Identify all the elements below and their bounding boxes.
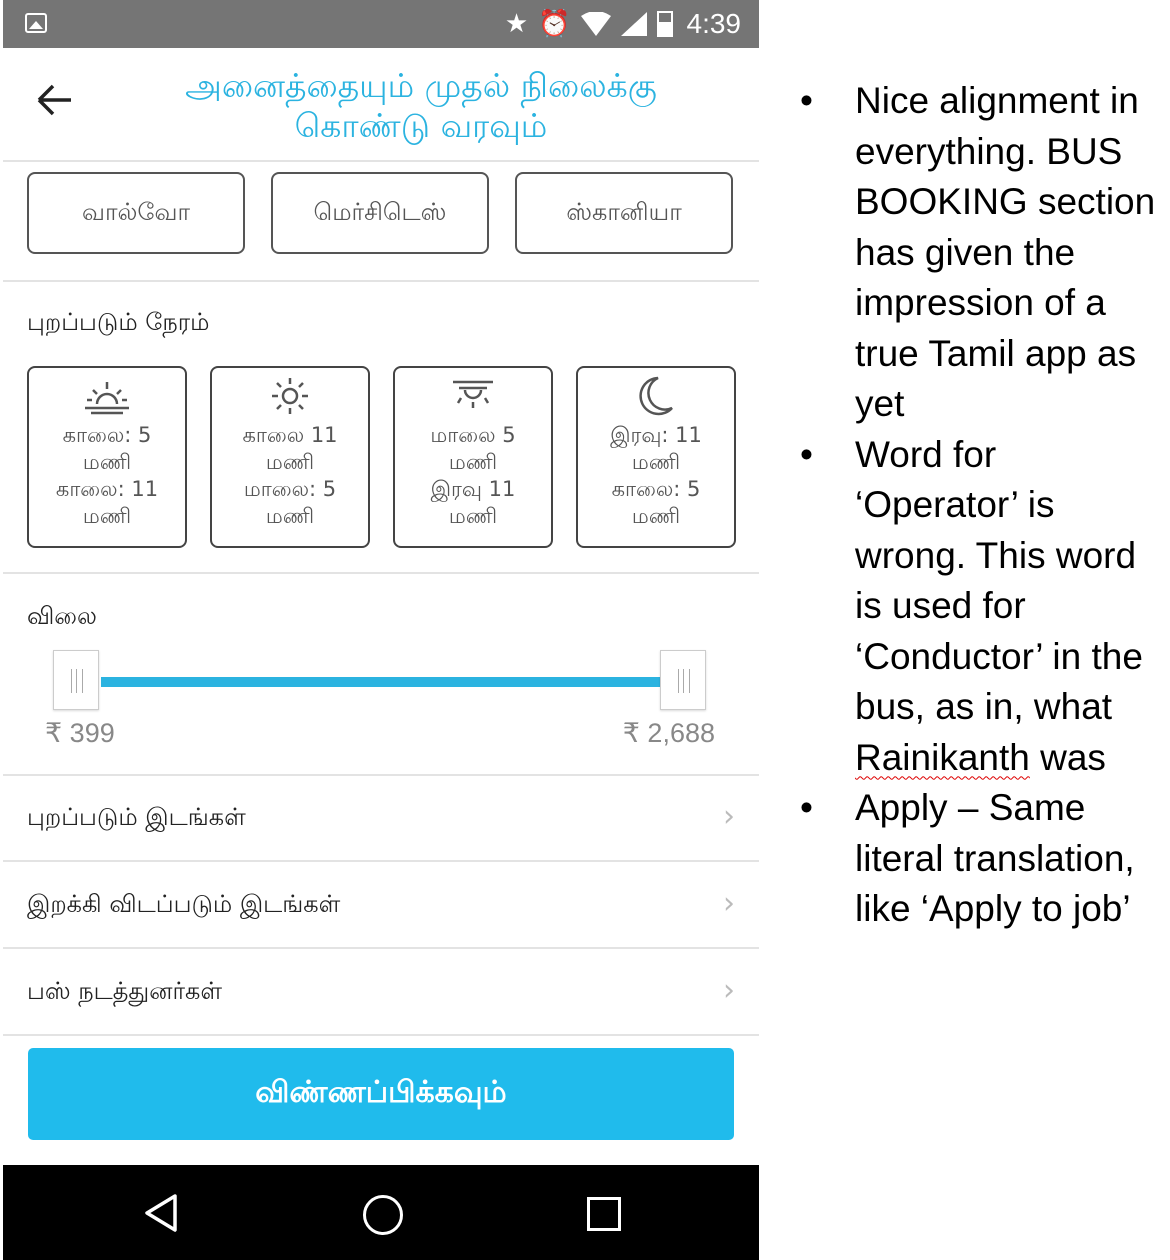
slot-line: காலை: 5 — [611, 477, 701, 501]
battery-icon — [657, 11, 673, 37]
sunset-icon — [449, 376, 497, 416]
slot-day-text — [212, 422, 368, 530]
slot-line: மணி — [265, 504, 315, 528]
price-min-value: ₹ 399 — [45, 718, 115, 748]
sun-icon — [266, 376, 314, 416]
moon-icon — [632, 376, 680, 416]
nav-home-icon[interactable] — [363, 1195, 403, 1235]
boarding-points-row[interactable] — [3, 774, 759, 862]
price-section — [3, 572, 759, 776]
slot-line: மணி — [448, 450, 498, 474]
departure-time-section — [3, 280, 759, 574]
image-icon — [25, 13, 47, 33]
operator-scania-button[interactable]: ஸ்கானியா — [515, 172, 733, 254]
price-slider-track[interactable] — [101, 677, 661, 687]
slot-line: மணி — [82, 504, 132, 528]
slot-night[interactable] — [576, 366, 736, 548]
note-text: Word for ‘Operator’ is wrong. This word is used for ‘Conductor’ in the bus, as in, what — [855, 433, 1143, 727]
star-icon: ★ — [504, 9, 529, 39]
app-bar — [3, 48, 759, 162]
operator-brand-filter — [3, 160, 759, 282]
boarding-points-label: புறப்படும் இடங்கள் — [27, 803, 246, 831]
slot-line: காலை: 5 — [62, 423, 152, 447]
slot-evening-text — [395, 422, 551, 530]
sunrise-icon — [83, 376, 131, 416]
slot-line: காலை 11 — [242, 423, 338, 447]
slot-evening[interactable] — [393, 366, 553, 548]
price-max-handle[interactable] — [660, 650, 706, 710]
nav-recent-icon[interactable] — [587, 1197, 621, 1231]
note-text: was — [1029, 736, 1106, 778]
slot-line: மணி — [631, 504, 681, 528]
note-text: Apply – Same literal translation, like ‘Apply to job’ — [855, 787, 1135, 929]
signal-icon — [621, 12, 647, 36]
note-text: Nice alignment in everything. BUS BOOKING section has given the impression of a true Tamil app as yet — [855, 80, 1156, 424]
phone-screen — [3, 0, 759, 1260]
slot-line: மாலை: 5 — [243, 477, 337, 501]
chevron-right-icon: › — [723, 973, 735, 1008]
slot-line: மாலை 5 — [430, 423, 516, 447]
dropping-points-label: இறக்கி விடப்படும் இடங்கள் — [27, 890, 341, 918]
operator-mercedes-button[interactable]: மெர்சிடெஸ் — [271, 172, 489, 254]
spellcheck-word: Rainikanth — [855, 736, 1030, 778]
slot-morning-text — [29, 422, 185, 530]
slot-line: இரவு: 11 — [610, 423, 702, 447]
alarm-icon: ⏰ — [538, 9, 571, 39]
page-title: அனைத்தையும் முதல் நிலைக்கு கொண்டு வரவும் — [185, 66, 657, 145]
note-item — [800, 430, 1160, 784]
status-time: 4:39 — [686, 8, 741, 39]
slot-line: மணி — [265, 450, 315, 474]
note-item — [800, 76, 1160, 430]
status-bar — [3, 0, 759, 48]
slot-day[interactable] — [210, 366, 370, 548]
status-icons — [505, 8, 741, 40]
bus-operators-label: பஸ் நடத்துனர்கள் — [27, 977, 223, 1005]
chevron-right-icon: › — [723, 886, 735, 921]
slot-line: மணி — [448, 504, 498, 528]
arrow-left-icon[interactable] — [37, 84, 73, 122]
navigation-bar — [3, 1165, 759, 1260]
operator-volvo-button[interactable]: வால்வோ — [27, 172, 245, 254]
slot-line: மணி — [631, 450, 681, 474]
price-label: விலை — [27, 602, 97, 630]
slot-line: மணி — [82, 450, 132, 474]
slot-night-text — [578, 422, 734, 530]
slot-morning[interactable] — [27, 366, 187, 548]
review-notes — [800, 76, 1160, 935]
dropping-points-row[interactable] — [3, 861, 759, 949]
note-item — [800, 783, 1160, 935]
apply-button[interactable]: விண்ணப்பிக்கவும் — [28, 1048, 734, 1140]
slot-line: இரவு 11 — [430, 477, 516, 501]
slot-line: காலை: 11 — [55, 477, 159, 501]
wifi-icon — [581, 12, 611, 36]
departure-time-label: புறப்படும் நேரம் — [27, 308, 210, 336]
price-max-value: ₹ 2,688 — [622, 718, 715, 748]
bus-operators-row[interactable] — [3, 948, 759, 1036]
nav-back-icon[interactable] — [143, 1193, 179, 1233]
price-min-handle[interactable] — [53, 650, 99, 710]
chevron-right-icon: › — [723, 799, 735, 834]
